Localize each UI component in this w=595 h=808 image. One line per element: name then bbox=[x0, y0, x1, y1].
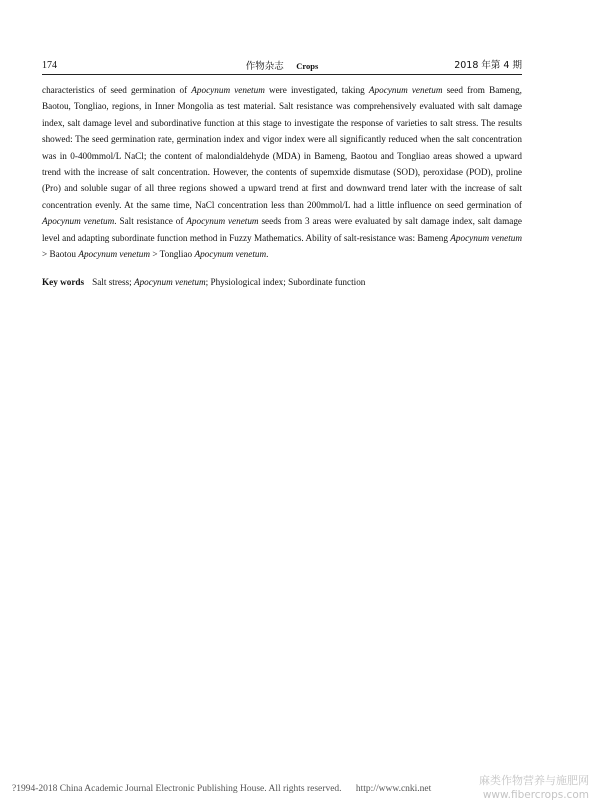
abstract-paragraph bbox=[42, 82, 522, 262]
site-watermark bbox=[479, 774, 589, 802]
species-name: Apocynum venetum bbox=[42, 216, 115, 227]
watermark-line2: www.fibercrops.com bbox=[482, 789, 589, 801]
header-rule bbox=[42, 74, 522, 75]
abstract-text: seed from Bameng, Baotou, Tongliao, regions, in Inner Mongolia as test material. Salt resistance was comprehensively evaluated with salt damage index, salt damage level and subordinative function at this stage to investigate the response of varieties to salt stress. The results showed: The seed germination rate, germination index and vigor index were all significantly reduced when the salt concentration was in 0-400mmol/L NaCl; the content of malondialdehyde (MDA) in Bameng, Baotou and Tongliao areas showed a upward trend with the increase of salt concentration. However, the contents of supemxide dismutase (SOD), peroxidase (POD), proline (Pro) and soluble sugar of all three regions showed a upward trend at first and downward trend later with the increase of salt concentration evenly. At the same time, NaCl concentration less than 200mmol/L had a little influence on seed germination of bbox=[42, 85, 522, 210]
species-name: Apocynum venetum bbox=[78, 249, 151, 260]
journal-name-en: Crops bbox=[296, 61, 319, 71]
watermark-line1: 麻类作物营养与施肥网 bbox=[479, 774, 589, 787]
abstract-body bbox=[42, 82, 522, 262]
journal-name: 作物杂志 bbox=[245, 61, 284, 72]
copyright-notice: ?1994-2018 China Academic Journal Electronic Publishing House. All rights reserved. bbox=[12, 784, 342, 794]
abstract-text: were investigated, taking bbox=[264, 85, 369, 95]
keyword-text: Salt stress; bbox=[92, 277, 134, 287]
running-header bbox=[42, 59, 522, 75]
issue-label: 2018 年第 4 期 bbox=[454, 60, 522, 71]
species-name: Apocynum venetum bbox=[186, 216, 259, 227]
species-name: Apocynum venetum bbox=[450, 232, 523, 243]
footer-url[interactable]: http://www.cnki.net bbox=[355, 784, 432, 794]
species-name: Apocynum venetum bbox=[191, 85, 265, 95]
keywords-list bbox=[92, 277, 365, 287]
abstract-text: > Baotou bbox=[42, 249, 79, 260]
keyword-text: ; Physiological index; Subordinate function bbox=[205, 277, 366, 287]
abstract-text: seeds from 3 areas were evaluated by salt damage index, salt damage level and adapting subordinate function method in Fuzzy Mathematics. Ability of salt-resistance was: Bameng bbox=[42, 216, 523, 243]
abstract-text: . bbox=[266, 249, 269, 260]
species-name: Apocynum venetum bbox=[133, 277, 206, 287]
abstract-text: characteristics of seed germination of bbox=[42, 85, 192, 95]
page-number: 174 bbox=[42, 60, 57, 71]
keywords-label: Key words bbox=[42, 277, 85, 287]
keywords bbox=[42, 275, 522, 289]
species-name: Apocynum venetum bbox=[194, 249, 267, 260]
abstract-text: . Salt resistance of bbox=[114, 216, 187, 227]
journal-title bbox=[42, 59, 522, 74]
abstract-text: > Tongliao bbox=[150, 249, 195, 260]
species-name: Apocynum venetum bbox=[368, 85, 443, 95]
